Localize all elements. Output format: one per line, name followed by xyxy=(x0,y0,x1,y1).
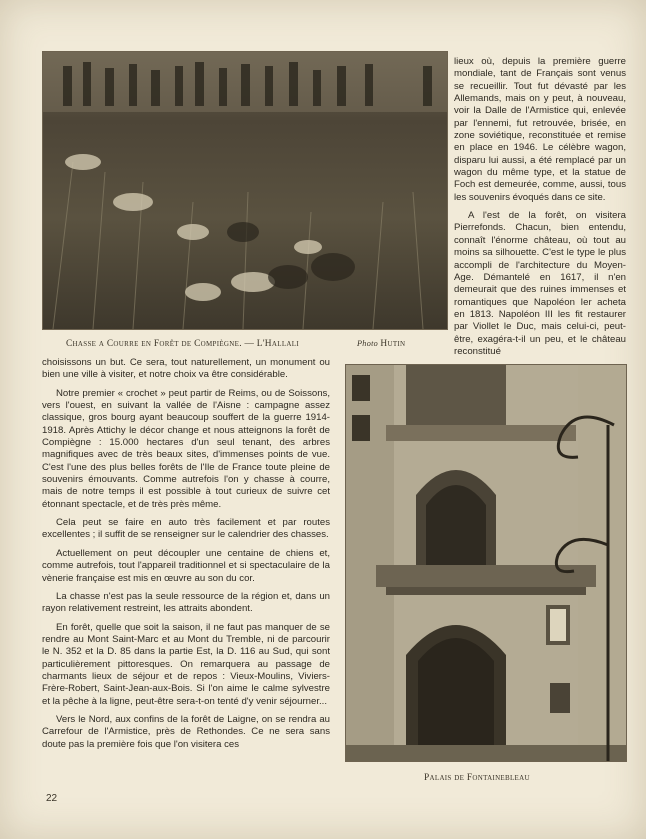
palace-photo xyxy=(345,364,627,762)
paragraph: Actuellement on peut découpler une centaine de chiens et, comme autrefois, tout l'appareil traditionnel et si spectaculaire de la vènerie française est mis en œuvre au son du cor. xyxy=(42,547,330,584)
fontainebleau-palace-image xyxy=(346,365,626,761)
column-left xyxy=(42,357,330,757)
hunt-photo-caption xyxy=(66,339,326,349)
column-top-right xyxy=(454,56,626,364)
hunt-caption-text: Chasse a Courre en Forêt de Compiègne. — L'Hallali xyxy=(66,339,299,349)
paragraph: Cela peut se faire en auto très facilement et par routes excellentes ; il suffit de se renseigner sur le calendrier des chasses. xyxy=(42,517,330,541)
paragraph: A l'est de la forêt, on visitera Pierrefonds. Chacun, bien entendu, connaît l'énorme château, où tout au moins sa silhouette. C'est le type le plus accompli de l'architecture du Moyen-Age. Démantelé en 1617, il n'en demeurait que des ruines immenses et romantiques que Napoléon Ier acheta en 1813. Napoléon III les fit restaurer par Viollet le Duc, mais celui-ci, peut-être, exagéra-t-il un peu, et le château reconstitué xyxy=(454,210,626,357)
palace-caption-text: Palais de Fontainebleau xyxy=(424,773,530,783)
palace-photo-caption xyxy=(424,773,530,783)
hunt-scene-image xyxy=(43,52,447,329)
paragraph: choisissons un but. Ce sera, tout naturellement, un monument ou bien une ville à visiter, et notre choix va être considérable. xyxy=(42,357,330,381)
hunt-photo-credit xyxy=(357,339,405,349)
photo-credit-name: Hutin xyxy=(380,339,406,349)
paragraph: Vers le Nord, aux confins de la forêt de Laigne, on se rendra au Carrefour de l'Armistice, près de Rethondes. Ce ne sera sans doute pas la première fois que l'on visitera ces xyxy=(42,713,330,750)
hunt-photo xyxy=(42,51,448,330)
paragraph: La chasse n'est pas la seule ressource de la région et, dans un rayon relativement restreint, les attraits abondent. xyxy=(42,590,330,615)
paragraph: lieux où, depuis la première guerre mondiale, tant de Français sont venus se recueillir. Tout fut dévasté par les Allemands, mais on y peut, à nouveau, voir la Dalle de l'Armistice qui, enlevée par l'ennemi, fut retrouvée, brisée, en zone soviétique, reconstituée et remise en place en 1946. Le célèbre wagon, disparu lui aussi, a été remplacé par un wagon du même type, et la statue de Foch est demeurée, comme, aussi, tous les souvenirs évoqués dans ce site. xyxy=(454,56,626,203)
paragraph: En forêt, quelle que soit la saison, il ne faut pas manquer de se rendre au Mont Saint-Marc et au Mont du Tremble, ni de parcourir le N. 352 et la D. 85 dans la partie Est, la D. 116 au Sud, qui sont particulièrement pittoresques. On remarquera au passage de charmants lieux de séjour et de repos : Vieux-Moulins, Viviers-Frère-Robert, Saint-Jean-aux-Bois. Si l'on aime le calme sylvestre et la pêche à la ligne, peut-être sera-t-on tenté d'y venir séjourner... xyxy=(42,621,330,707)
paragraph: Notre premier « crochet » peut partir de Reims, ou de Soissons, vers l'ouest, en suivant la vallée de l'Aisne : campagne assez classique, gros bourg ayant beaucoup souffert de la guerre 1914-1918. Après Attichy le décor change et nous atteignons la forêt de Compiègne : 15.000 hectares d'un seul tenant, des arbres magnifiques avec de très beaux sites, d'immenses points de vue. C'est l'une des plus belles forêts de l'Ile de France toute pleine de souvenirs émouvants. Comme autrefois l'on y chasse à courre, mais de notre temps il est possible à tout curieux de suivre cet étonnant spectacle, et de très près même. xyxy=(42,387,330,510)
page-number: 22 xyxy=(46,793,58,804)
photo-credit-label: Photo xyxy=(357,339,379,348)
